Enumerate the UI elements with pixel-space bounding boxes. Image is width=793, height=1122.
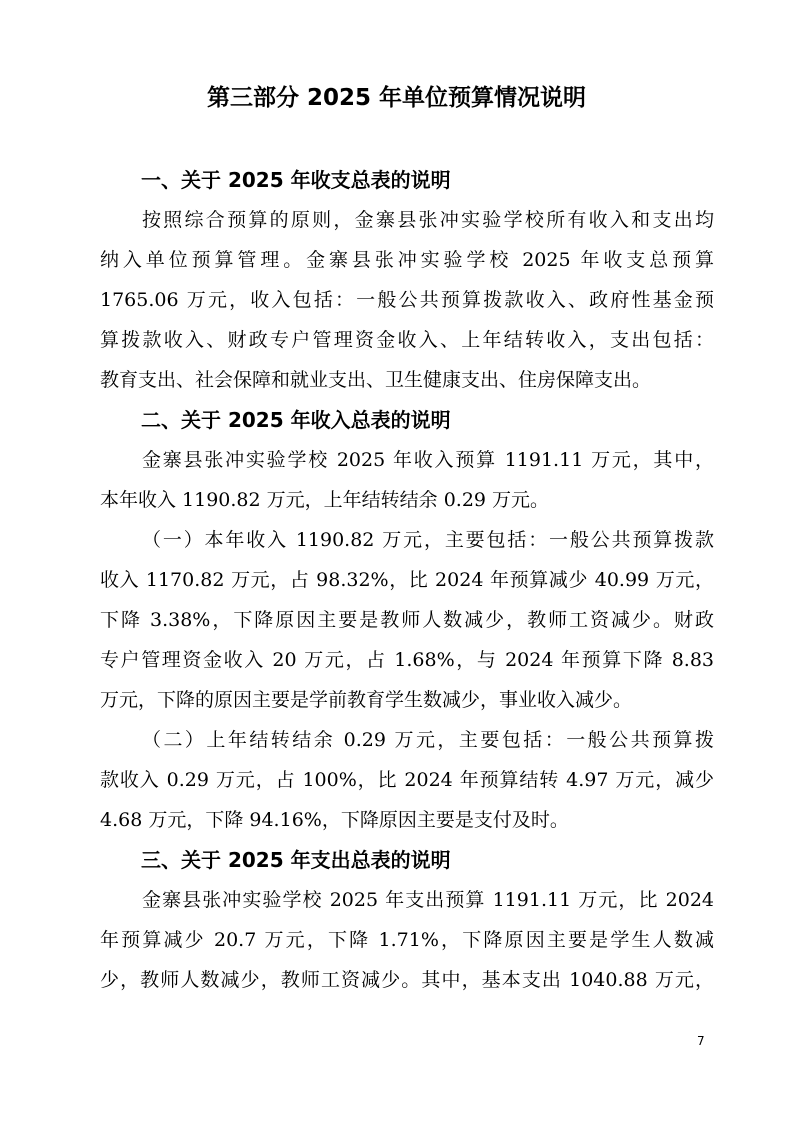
text-line: 款收入 0.29 万元，占 100%，比 2024 年预算结转 4.97 万元，减少 [100,769,714,791]
text-line: 算拨款收入、财政专户管理资金收入、上年结转收入，支出包括： [100,329,714,351]
text-line: 教育支出、社会保障和就业支出、卫生健康支出、住房保障支出。 [100,369,652,391]
text-line: 金寨县张冲实验学校 2025 年支出预算 1191.11 万元，比 2024 [142,889,714,911]
paragraph [100,200,714,400]
text-line: 专户管理资金收入 20 万元，占 1.68%，与 2024 年预算下降 8.83 [100,649,714,671]
text-line: （二）上年结转结余 0.29 万元，主要包括：一般公共预算拨 [142,729,714,751]
text-line: 少，教师人数减少，教师工资减少。其中，基本支出 1040.88 万元， [100,969,714,991]
paragraph [100,520,714,720]
page-title: 第三部分 2025 年单位预算情况说明 [206,85,587,111]
text-line: 1765.06 万元，收入包括：一般公共预算拨款收入、政府性基金预 [100,289,714,311]
section-heading: 三、关于 2025 年支出总表的说明 [141,848,451,872]
text-line: 纳入单位预算管理。金寨县张冲实验学校 2025 年收支总预算 [100,249,714,271]
text-line: 下降 3.38%，下降原因主要是教师人数减少，教师工资减少。财政 [100,609,714,631]
text-line: 万元，下降的原因主要是学前教育学生数减少，事业收入减少。 [100,689,633,711]
text-line: （一）本年收入 1190.82 万元，主要包括：一般公共预算拨款 [142,529,714,551]
text-line: 金寨县张冲实验学校 2025 年收入预算 1191.11 万元，其中， [142,449,714,471]
paragraph [100,440,714,520]
text-line: 按照综合预算的原则，金寨县张冲实验学校所有收入和支出均 [142,209,714,231]
text-line: 年预算减少 20.7 万元，下降 1.71%，下降原因主要是学生人数减 [100,929,714,951]
paragraph [100,880,714,1000]
text-line: 本年收入 1190.82 万元，上年结转结余 0.29 万元。 [100,489,550,511]
document-body [100,160,714,1000]
section-heading: 一、关于 2025 年收支总表的说明 [141,168,451,192]
paragraph [100,720,714,840]
text-line: 收入 1170.82 万元，占 98.32%，比 2024 年预算减少 40.99 万元， [100,569,714,591]
page-number: 7 [697,1034,705,1048]
section-heading: 二、关于 2025 年收入总表的说明 [141,408,451,432]
text-line: 4.68 万元，下降 94.16%，下降原因主要是支付及时。 [100,809,569,831]
